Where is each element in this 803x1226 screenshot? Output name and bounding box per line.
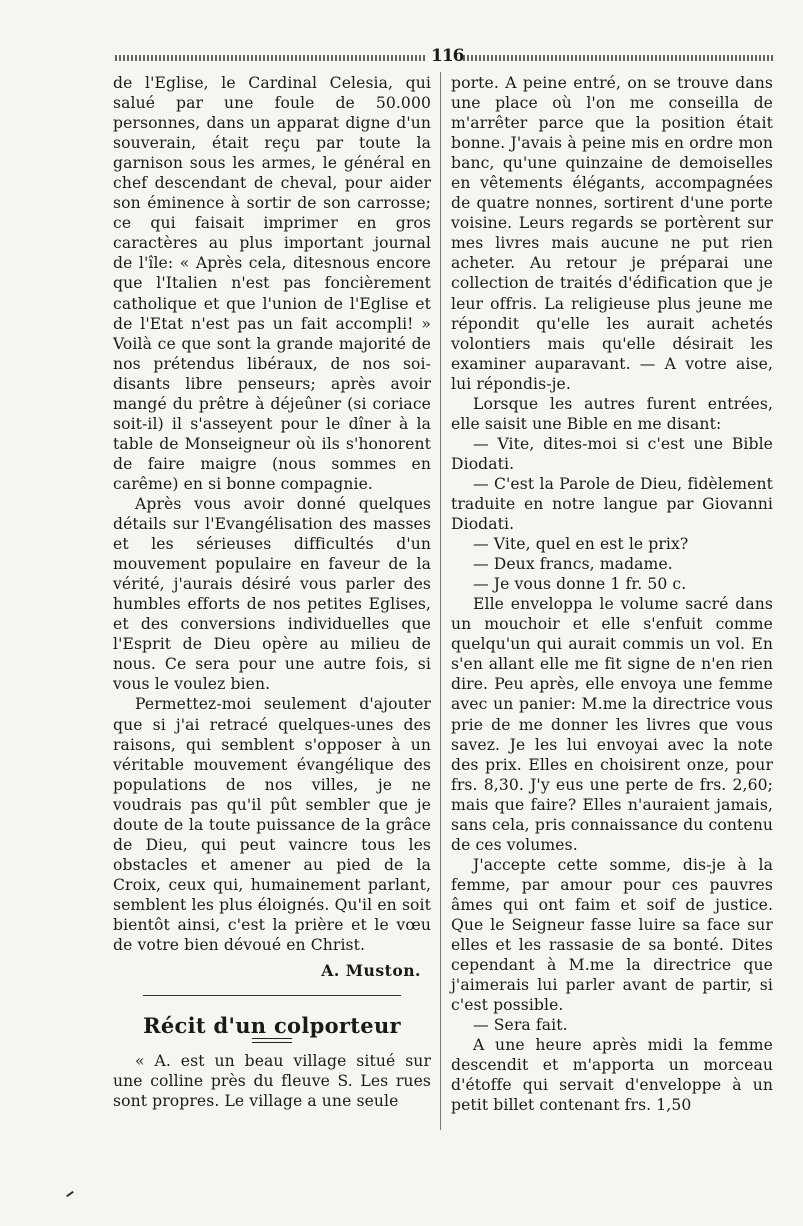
dialogue-line: — C'est la Parole de Dieu, fidèlement traduite en notre langue par Giovanni Diodati. [451, 474, 773, 534]
dialogue-line: — Deux francs, madame. [473, 555, 673, 574]
paragraph: A une heure après midi la femme descendit et m'apporta un morceau d'étoffe qui servait d'enveloppe à un petit billet contenant frs. 1,50 [451, 1036, 773, 1115]
dialogue-line: — Sera fait. [473, 1016, 568, 1035]
dialogue-line: — Je vous donne 1 fr. 50 c. [473, 575, 687, 594]
page-number: 116 [431, 46, 464, 66]
page-header [115, 46, 773, 70]
paragraph: J'accepte cette somme, dis-je à la femme, par amour pour ces pauvres âmes qui ont faim et soif de justice. Que le Seigneur fasse luire sa face sur elles et les rassasie de sa bonté. Dites cependant à M.me la directrice que j'aimerais lui parler avant de partir, si c'est possible. [451, 855, 773, 1015]
title-underline [252, 1038, 292, 1043]
section-title: Récit d'un colporteur [143, 1013, 401, 1039]
story-opening: « A. est un beau village situé sur une colline près du fleuve S. Les rues sont propres. Le village a une seule [113, 1052, 431, 1111]
section-divider [143, 995, 401, 996]
dialogue-line: — Vite, dites-moi si c'est une Bible Diodati. [451, 434, 773, 473]
paragraph: Elle enveloppa le volume sacré dans un mouchoir et elle s'enfuit comme quelqu'un qui aurait commis un vol. En s'en allant elle me fit signe de n'en rien dire. Peu après, elle envoya une femme avec un panier: M.me la directrice vous prie de me donner les livres que vous savez. Je les lui envoyai avec la note des prix. Elles en choisirent onze, pour frs. 8,30. J'y eus une perte de frs. 2,60; mais que faire? Elles n'auraient jamais, sans cela, pris connaissance du contenu de ces volumes. [451, 595, 773, 854]
left-column [113, 73, 431, 1111]
paragraph: Permettez-moi seulement d'ajouter que si j'ai retracé quelques-unes des raisons, qui semblent s'opposer à un véritable mouvement évangélique des populations de nos villes, je ne voudrais pas qu'il pût sembler que je doute de la toute puissance de la grâce de Dieu, qui peut vaincre tous les obstacles et amener au pied de la Croix, ceux qui, humainement parlant, semblent les plus éloignés. Qu'il en soit bientôt ainsi, c'est la prière et le vœu de votre bien dévoué en Christ. [113, 695, 431, 955]
signature: A. Muston. [321, 961, 421, 981]
right-column [451, 73, 773, 1115]
paragraph: Après vous avoir donné quelques détails sur l'Evangélisation des masses et les sérieuses difficultés d'un mouvement populaire en faveur de la vérité, j'aurais désiré vous parler des humbles efforts de nos petites Eglises, et des conversions individuelles que l'Esprit de Dieu opère au milieu de nous. Ce sera pour une autre fois, si vous le voulez bien. [113, 494, 431, 694]
paragraph: Lorsque les autres furent entrées, elle saisit une Bible en me disant: [451, 394, 773, 433]
ornamental-rule-left [115, 55, 425, 61]
column-divider [440, 72, 441, 1130]
ornamental-rule-right [463, 55, 773, 61]
paragraph-continued: porte. A peine entré, on se trouve dans une place où l'on me conseilla de m'arrêter parce que la position était bonne. J'avais à peine mis en ordre mon banc, qu'une quinzaine de demoiselles en vêtements élégants, accompagnées de quatre nonnes, sortirent d'une porte voisine. Leurs regards se portèrent sur mes livres mais aucune ne put rien acheter. Au retour je préparai une collection de traités d'édification que je leur offris. La religieuse plus jeune me répondit qu'elle les aurait achetés volontiers mais qu'elle désirait les examiner auparavant. — A votre aise, lui répondis-je. [451, 74, 773, 393]
paragraph-continued: de l'Eglise, le Cardinal Celesia, qui salué par une foule de 50.000 personnes, dans un apparat digne d'un souverain, était reçu par toute la garnison sous les armes, le général en chef descendant de cheval, pour aider son éminence à sortir de son carrosse; ce qui faisait imprimer en gros caractères au plus important journal de l'île: « Après cela, ditesnous encore que l'Italien n'est pas foncièrement catholique et que l'union de l'Eglise et de l'Etat n'est pas un fait accompli! » Voilà ce que sont la grande majorité de nos prétendus libéraux, de nos soi-disants libre penseurs; après avoir mangé du prêtre à déjeûner (si coriace soit-il) il s'asseyent pour le dîner à la table de Monseigneur où ils s'honorent de faire maigre (nous sommes en carême) en si bonne compagnie. [113, 74, 431, 493]
dialogue-line: — Vite, quel en est le prix? [473, 535, 689, 554]
ink-mark [66, 1191, 74, 1197]
